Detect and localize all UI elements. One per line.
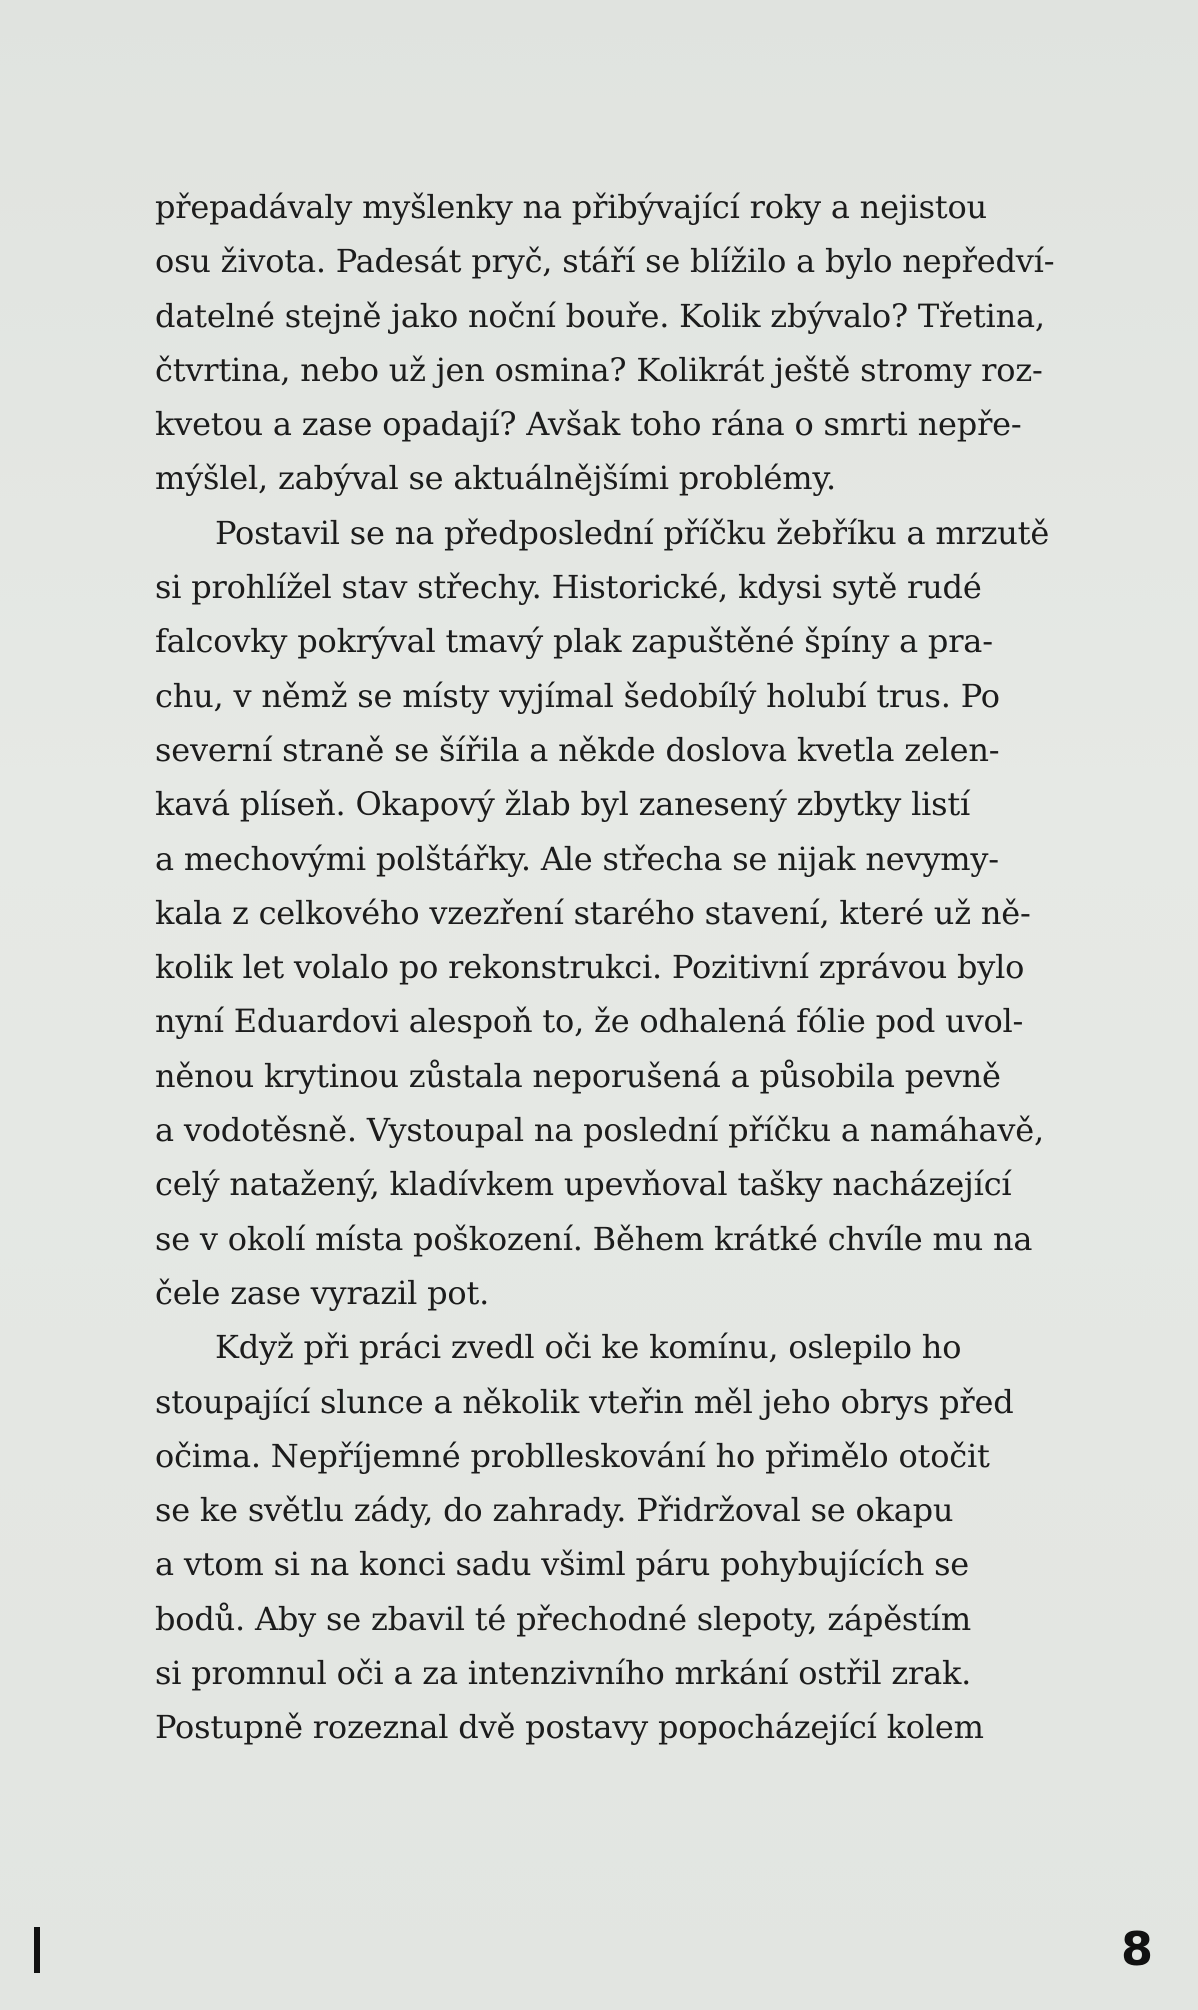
text-line: kvetou a zase opadají? Avšak toho rána o smrti nepře- bbox=[155, 405, 1022, 444]
text-line: a vodotěsně. Vystoupal na poslední příčku a namáhavě, bbox=[155, 1111, 1044, 1150]
text-line: stoupající slunce a několik vteřin měl jeho obrys před bbox=[155, 1382, 1014, 1421]
text-line: Postavil se na předposlední příčku žebříku a mrzutě bbox=[215, 513, 1050, 552]
text-line: se v okolí místa poškození. Během krátké chvíle mu na bbox=[155, 1219, 1033, 1258]
text-line: osu života. Padesát pryč, stáří se blížilo a bylo nepředví- bbox=[155, 242, 1055, 281]
text-line: celý natažený, kladívkem upevňoval tašky nacházející bbox=[155, 1165, 1012, 1204]
text-line: očima. Nepříjemné problleskování ho přimělo otočit bbox=[155, 1436, 990, 1475]
text-line: kala z celkového vzezření starého stavení, které už ně- bbox=[155, 893, 1031, 932]
text-line: a mechovými polštářky. Ale střecha se nijak nevymy- bbox=[155, 839, 999, 878]
text-line: čtvrtina, nebo už jen osmina? Kolikrát ještě stromy roz- bbox=[155, 350, 1043, 389]
text-line: si prohlížel stav střechy. Historické, kdysi sytě rudé bbox=[155, 568, 982, 607]
margin-mark bbox=[34, 1927, 40, 1973]
text-line: bodů. Aby se zbavil té přechodné slepoty, zápěstím bbox=[155, 1599, 971, 1638]
text-line: mýšlel, zabýval se aktuálnějšími problémy. bbox=[155, 459, 836, 498]
text-line: si promnul oči a za intenzivního mrkání ostřil zrak. bbox=[155, 1654, 972, 1693]
text-line: čele zase vyrazil pot. bbox=[155, 1273, 490, 1312]
text-line: kavá plíseň. Okapový žlab byl zanesený zbytky listí bbox=[155, 785, 971, 824]
text-line: kolik let volalo po rekonstrukci. Pozitivní zprávou bylo bbox=[155, 948, 1025, 987]
text-line: a vtom si na konci sadu všiml páru pohybujících se bbox=[155, 1545, 970, 1584]
text-line: Postupně rozeznal dvě postavy popocházející kolem bbox=[155, 1708, 984, 1747]
text-line: přepadávaly myšlenky na přibývající roky a nejistou bbox=[155, 188, 987, 226]
text-line: nyní Eduardovi alespoň to, že odhalená fólie pod uvol- bbox=[155, 1002, 1024, 1041]
text-line: chu, v němž se místy vyjímal šedobílý holubí trus. Po bbox=[155, 676, 1000, 715]
text-line: severní straně se šířila a někde doslova kvetla zelen- bbox=[155, 730, 1000, 769]
body-text bbox=[155, 180, 1055, 1755]
text-line: falcovky pokrýval tmavý plak zapuštěné špíny a pra- bbox=[155, 622, 993, 661]
text-line: Když při práci zvedl oči ke komínu, oslepilo ho bbox=[215, 1328, 962, 1367]
text-line: datelné stejně jako noční bouře. Kolik zbývalo? Třetina, bbox=[155, 296, 1045, 335]
text-line: něnou krytinou zůstala neporušená a působila pevně bbox=[155, 1056, 1001, 1095]
page-number: 8 bbox=[1120, 1922, 1153, 1976]
text-line: se ke světlu zády, do zahrady. Přidržoval se okapu bbox=[155, 1491, 954, 1530]
